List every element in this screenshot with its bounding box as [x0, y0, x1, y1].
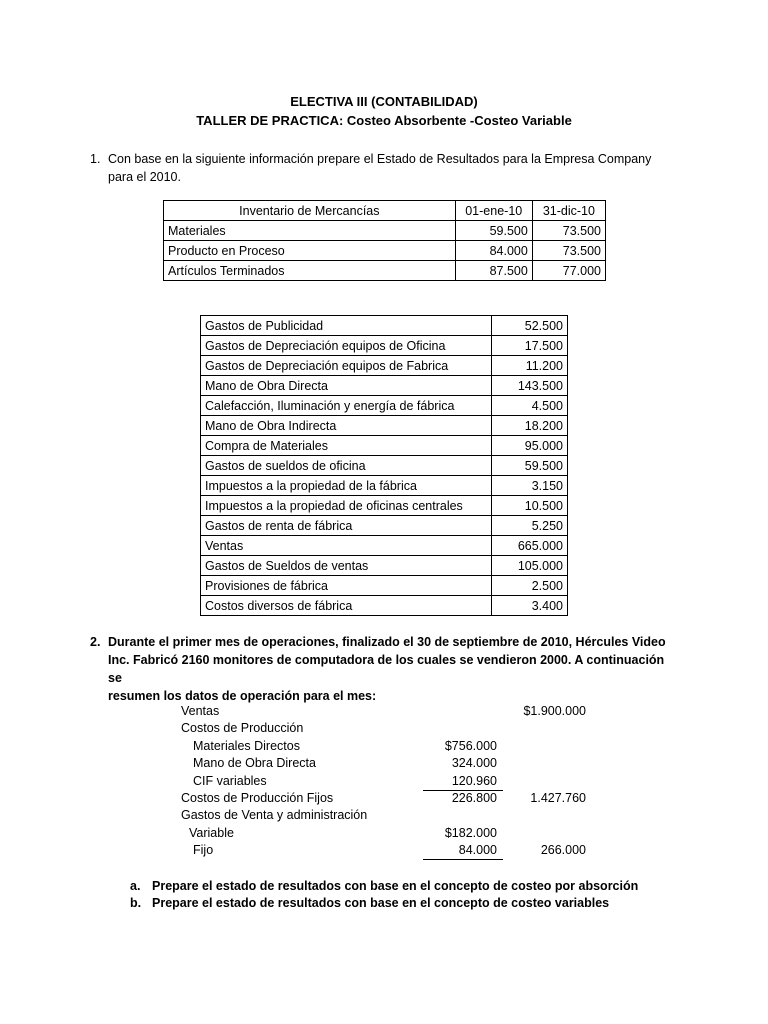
expense-label: Ventas [201, 536, 492, 556]
question-2 [90, 633, 668, 705]
expense-value: 3.400 [492, 596, 568, 616]
expense-label: Gastos de renta de fábrica [201, 516, 492, 536]
expense-label: Provisiones de fábrica [201, 576, 492, 596]
table-row [164, 221, 606, 241]
table-row [201, 596, 568, 616]
op-label: Mano de Obra Directa [193, 756, 316, 771]
op-label: CIF variables [193, 773, 267, 788]
expense-value: 105.000 [492, 556, 568, 576]
table-row [201, 376, 568, 396]
table-row [201, 336, 568, 356]
op-label: Ventas [181, 704, 220, 718]
question-1-line-2: para el 2010. [108, 170, 181, 184]
op-amount: $756.000 [444, 738, 497, 753]
op-label: Gastos de Venta y administración [181, 808, 368, 823]
expense-label: Gastos de Publicidad [201, 316, 492, 336]
inventory-end: 73.500 [532, 221, 605, 241]
task-a [130, 879, 639, 893]
op-total: $1.900.000 [523, 704, 586, 718]
table-row [201, 516, 568, 536]
op-label: Variable [189, 825, 234, 840]
table-row [201, 576, 568, 596]
table-row [201, 416, 568, 436]
inventory-header-start: 01-ene-10 [455, 201, 532, 221]
table-row [201, 396, 568, 416]
table-row [201, 476, 568, 496]
op-amount: 324.000 [451, 756, 497, 771]
question-2-line-3: resumen los datos de operación para el mes: [108, 689, 377, 703]
table-row [201, 496, 568, 516]
op-label: Costos de Producción Fijos [181, 790, 334, 805]
subtotal-rule [423, 859, 503, 860]
inventory-end: 73.500 [532, 241, 605, 261]
expense-label: Calefacción, Iluminación y energía de fábrica [201, 396, 492, 416]
operations-summary [181, 704, 601, 861]
list-item [181, 843, 601, 860]
op-amount: 120.960 [451, 773, 497, 788]
table-row [201, 456, 568, 476]
list-item [181, 704, 601, 721]
inventory-start: 59.500 [455, 221, 532, 241]
op-amount: 226.800 [451, 790, 497, 805]
expense-value: 52.500 [492, 316, 568, 336]
expense-value: 2.500 [492, 576, 568, 596]
op-total: 1.427.760 [530, 790, 586, 805]
op-total: 266.000 [540, 843, 586, 858]
expense-value: 18.200 [492, 416, 568, 436]
document-subtitle: TALLER DE PRACTICA: Costeo Absorbente -Costeo Variable [196, 113, 572, 128]
expense-value: 10.500 [492, 496, 568, 516]
table-row [201, 356, 568, 376]
document-title: ELECTIVA III (CONTABILIDAD) [290, 94, 478, 109]
expense-label: Impuestos a la propiedad de la fábrica [201, 476, 492, 496]
expense-label: Gastos de sueldos de oficina [201, 456, 492, 476]
task-b-letter: b. [130, 896, 142, 910]
table-row [164, 261, 606, 281]
expense-label: Gastos de Depreciación equipos de Fabrica [201, 356, 492, 376]
op-amount: $182.000 [444, 825, 497, 840]
list-item [181, 774, 601, 791]
task-b [130, 896, 610, 910]
inventory-header-item: Inventario de Mercancías [164, 201, 456, 221]
expense-value: 3.150 [492, 476, 568, 496]
expense-label: Impuestos a la propiedad de oficinas centrales [201, 496, 492, 516]
list-item [181, 808, 601, 825]
table-row [201, 536, 568, 556]
inventory-label: Materiales [164, 221, 456, 241]
expense-label: Compra de Materiales [201, 436, 492, 456]
expense-label: Gastos de Depreciación equipos de Oficina [201, 336, 492, 356]
inventory-label: Producto en Proceso [164, 241, 456, 261]
expense-label: Gastos de Sueldos de ventas [201, 556, 492, 576]
table-row [164, 241, 606, 261]
expense-value: 143.500 [492, 376, 568, 396]
expense-value: 59.500 [492, 456, 568, 476]
expense-value: 665.000 [492, 536, 568, 556]
question-2-line-1: Durante el primer mes de operaciones, finalizado el 30 de septiembre de 2010, Hércules Video [108, 635, 666, 649]
expense-value: 4.500 [492, 396, 568, 416]
op-label: Costos de Producción [181, 721, 304, 736]
expense-value: 95.000 [492, 436, 568, 456]
op-label: Fijo [193, 843, 214, 858]
question-1 [90, 150, 668, 186]
task-a-text: Prepare el estado de resultados con base en el concepto de costeo por absorción [152, 879, 639, 893]
inventory-end: 77.000 [532, 261, 605, 281]
table-row [201, 436, 568, 456]
question-1-number: 1. [90, 152, 101, 166]
expense-label: Mano de Obra Directa [201, 376, 492, 396]
table-row [201, 556, 568, 576]
expenses-table [200, 315, 568, 616]
expense-value: 5.250 [492, 516, 568, 536]
inventory-label: Artículos Terminados [164, 261, 456, 281]
task-a-letter: a. [130, 879, 141, 893]
expense-label: Mano de Obra Indirecta [201, 416, 492, 436]
op-label: Materiales Directos [193, 738, 300, 753]
inventory-start: 87.500 [455, 261, 532, 281]
task-b-text: Prepare el estado de resultados con base en el concepto de costeo variables [152, 896, 610, 910]
expense-value: 11.200 [492, 356, 568, 376]
inventory-header-end: 31-dic-10 [532, 201, 605, 221]
expense-label: Costos diversos de fábrica [201, 596, 492, 616]
question-1-line-1: Con base en la siguiente información prepare el Estado de Resultados para la Empresa Company [108, 152, 652, 166]
question-2-number: 2. [90, 635, 101, 649]
list-item [181, 756, 601, 773]
list-item [181, 826, 601, 843]
list-item [181, 721, 601, 738]
table-row [201, 316, 568, 336]
op-amount: 84.000 [458, 843, 497, 858]
expense-value: 17.500 [492, 336, 568, 356]
inventory-header-row [164, 201, 606, 221]
question-2-line-2: Inc. Fabricó 2160 monitores de computadora de los cuales se vendieron 2000. A continuación se [108, 653, 665, 685]
inventory-start: 84.000 [455, 241, 532, 261]
inventory-table [163, 200, 606, 281]
subtotal-rule [423, 790, 503, 791]
list-item [181, 791, 601, 808]
list-item [181, 739, 601, 756]
